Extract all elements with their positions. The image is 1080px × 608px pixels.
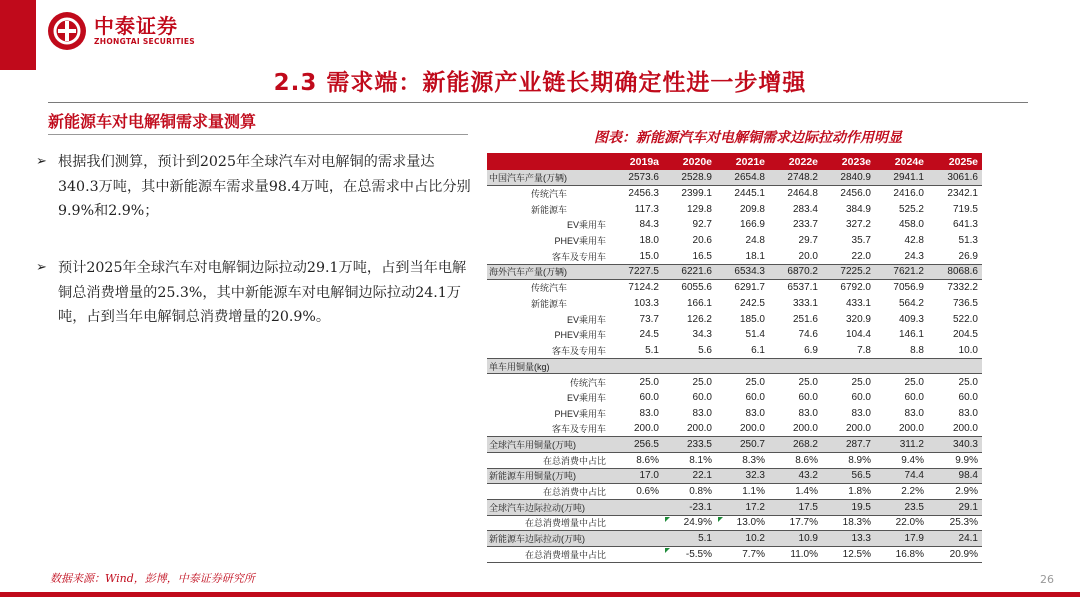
table-cell [663, 358, 716, 374]
table-cell: 56.5 [822, 468, 875, 484]
table-row [487, 311, 982, 327]
table-cell: 5.1 [663, 531, 716, 547]
table-cell: 16.8% [875, 547, 928, 563]
table-cell: 60.0 [639, 391, 659, 403]
table-cell: 311.2 [875, 437, 928, 453]
table-cell: 340.3 [928, 437, 982, 453]
table-cell: 83.0 [904, 407, 924, 419]
table-cell: 29.7 [798, 235, 818, 247]
table-cell: 233.7 [792, 219, 818, 231]
table-row [487, 405, 982, 421]
table-cell: 2654.8 [716, 170, 769, 186]
table-cell: 6221.6 [663, 264, 716, 280]
table-cell [716, 358, 769, 374]
table-cell: 35.7 [851, 235, 871, 247]
row-label: 传统汽车 [531, 189, 568, 200]
table-row [487, 547, 982, 563]
table-cell [610, 515, 663, 531]
table-cell: 7227.5 [610, 264, 663, 280]
row-label: 客车及专用车 [487, 421, 610, 437]
table-cell: 17.9 [875, 531, 928, 547]
table-row [487, 233, 982, 249]
page-number: 26 [1040, 573, 1054, 586]
table-cell: 5.6 [663, 343, 716, 359]
table-cell: 200.0 [716, 421, 769, 437]
brand-name-en: ZHONGTAI SECURITIES [94, 37, 195, 46]
table-cell: 22.1 [663, 468, 716, 484]
table-cell: 522.0 [952, 313, 978, 325]
table-cell: 24.8 [745, 235, 765, 247]
table-row [487, 484, 982, 500]
table-cell: 200.0 [663, 421, 716, 437]
row-label: 新能源车用铜量(万吨) [487, 468, 610, 484]
table-row [487, 468, 982, 484]
table-cell: 25.0 [798, 376, 818, 388]
row-label: 全球汽车边际拉动(万吨) [487, 499, 610, 515]
table-cell: 320.9 [845, 313, 871, 325]
table-cell: 6055.6 [681, 282, 712, 294]
table-cell: 83.0 [745, 407, 765, 419]
table-cell: 2528.9 [663, 170, 716, 186]
table-cell: 126.2 [686, 313, 712, 325]
table-cell: 11.0% [769, 547, 822, 563]
table-cell: 7332.2 [947, 282, 978, 294]
table-cell: 83.0 [958, 407, 978, 419]
row-label: 客车及专用车 [487, 343, 610, 359]
table-cell: 25.0 [904, 376, 924, 388]
table-cell: 6291.7 [734, 282, 765, 294]
table-cell: 3061.6 [928, 170, 982, 186]
table-row [487, 374, 982, 390]
table-cell: 6537.1 [787, 282, 818, 294]
row-label: 新能源车 [531, 204, 568, 215]
table-cell: 42.8 [904, 235, 924, 247]
table-row [487, 170, 982, 186]
table-cell: 74.6 [798, 329, 818, 341]
table-cell: 20.0 [769, 248, 822, 264]
table-cell: 25.0 [639, 376, 659, 388]
table-cell: 117.3 [634, 203, 659, 215]
table-cell: 2840.9 [822, 170, 875, 186]
table-cell: 7.8 [822, 343, 875, 359]
table-cell: 25.0 [851, 376, 871, 388]
table-cell: 83.0 [851, 407, 871, 419]
table-cell: 32.3 [716, 468, 769, 484]
table-cell: 200.0 [610, 421, 663, 437]
row-label: PHEV乘用车 [554, 236, 606, 247]
table-title: 图表：新能源汽车对电解铜需求边际拉动作用明显 [594, 130, 902, 146]
table-cell: 10.9 [769, 531, 822, 547]
bottom-accent-bar [0, 592, 1080, 597]
table-cell: 8.8 [875, 343, 928, 359]
table-cell: 26.9 [928, 248, 982, 264]
table-cell: 384.9 [845, 203, 871, 215]
row-label: 客车及专用车 [487, 248, 610, 264]
table-cell: 2416.0 [893, 188, 924, 200]
table-cell: 18.3% [822, 515, 875, 531]
table-cell: 6870.2 [769, 264, 822, 280]
table-row [487, 201, 982, 217]
table-cell: 564.2 [898, 297, 924, 309]
table-row [487, 452, 982, 468]
table-row [487, 499, 982, 515]
table-cell: 60.0 [851, 391, 871, 403]
table-cell: 433.1 [845, 297, 871, 309]
table-cell: 2573.6 [610, 170, 663, 186]
column-header: 2019a [610, 153, 663, 170]
bullet-text: 预计2025年全球汽车对电解铜边际拉动29.1万吨，占到当年电解铜总消费增量的25.3%，其中新能源车对电解铜边际拉动24.1万吨，占到当年电解铜总消费增量的20.9%。 [58, 260, 467, 325]
table-cell: 242.5 [739, 297, 765, 309]
table-cell: 12.5% [822, 547, 875, 563]
table-cell [610, 358, 663, 374]
column-header: 2023e [822, 153, 875, 170]
table-cell: 51.3 [958, 235, 978, 247]
table-cell: 2456.0 [840, 188, 871, 200]
table-cell: 17.7% [769, 515, 822, 531]
table-cell: 7124.2 [628, 282, 659, 294]
column-header: 2020e [663, 153, 716, 170]
table-cell: 83.0 [692, 407, 712, 419]
row-label: 全球汽车用铜量(万吨) [487, 437, 610, 453]
table-cell: 18.1 [716, 248, 769, 264]
arrow-bullet-icon: ➢ [36, 260, 47, 275]
table-row [487, 421, 982, 437]
column-header: 2025e [928, 153, 982, 170]
row-label: EV乘用车 [566, 220, 606, 231]
table-row [487, 358, 982, 374]
table-cell: 2456.3 [628, 188, 659, 200]
table-cell: 24.5 [639, 329, 659, 341]
table-cell: 268.2 [769, 437, 822, 453]
table-cell: 1.4% [769, 484, 822, 500]
table-cell: 200.0 [875, 421, 928, 437]
table-cell: 327.2 [845, 219, 871, 231]
table-cell: 24.1 [928, 531, 982, 547]
table-cell: 2445.1 [734, 188, 765, 200]
table-cell: 60.0 [958, 391, 978, 403]
logo-mark-icon [48, 12, 86, 50]
table-cell: 19.5 [822, 499, 875, 515]
table-cell: 6.1 [716, 343, 769, 359]
table-cell: 233.5 [663, 437, 716, 453]
table-cell: 25.3% [928, 515, 982, 531]
table-cell [610, 499, 663, 515]
table-cell: 8.6% [769, 452, 822, 468]
left-accent-bar [0, 0, 36, 70]
table-cell: 22.0% [875, 515, 928, 531]
table-cell: 103.3 [633, 297, 659, 309]
table-cell: 51.4 [745, 329, 765, 341]
table-cell: 458.0 [898, 219, 924, 231]
table-cell: 60.0 [692, 391, 712, 403]
table-cell: 83.0 [639, 407, 659, 419]
table-cell: 256.5 [610, 437, 663, 453]
table-cell: 2.9% [928, 484, 982, 500]
table-cell [610, 531, 663, 547]
table-cell: 8.9% [822, 452, 875, 468]
table-cell: 0.8% [663, 484, 716, 500]
table-cell: 200.0 [822, 421, 875, 437]
table-cell: 8.3% [716, 452, 769, 468]
table-cell: 13.3 [822, 531, 875, 547]
table-cell: 60.0 [904, 391, 924, 403]
row-label: 传统汽车 [531, 283, 568, 294]
table-cell: 333.1 [792, 297, 818, 309]
table-cell: 84.3 [639, 219, 659, 231]
table-cell: 29.1 [928, 499, 982, 515]
table-row [487, 390, 982, 406]
column-header [487, 153, 610, 170]
table-cell: -23.1 [663, 499, 716, 515]
table-cell: 185.0 [739, 313, 765, 325]
table-cell: 9.9% [928, 452, 982, 468]
table-cell: -5.5% [663, 547, 716, 563]
row-label: EV乘用车 [566, 314, 606, 325]
source-note: 数据来源：Wind，彭博，中泰证券研究所 [50, 572, 255, 585]
copy-demand-table [487, 153, 982, 563]
row-label: 传统汽车 [569, 377, 606, 388]
table-row [487, 280, 982, 296]
table-cell: 34.3 [692, 329, 712, 341]
table-cell: 23.5 [875, 499, 928, 515]
column-header: 2024e [875, 153, 928, 170]
row-label: 在总消费增量中占比 [487, 515, 610, 531]
table-cell: 9.4% [875, 452, 928, 468]
table-row [487, 515, 982, 531]
table-cell: 7056.9 [893, 282, 924, 294]
bullet-item [36, 150, 472, 224]
table-cell: 17.2 [716, 499, 769, 515]
table-cell: 18.0 [639, 235, 659, 247]
table-cell: 2748.2 [769, 170, 822, 186]
table-cell [875, 358, 928, 374]
brand-name-cn: 中泰证券 [94, 14, 178, 38]
table-cell [928, 358, 982, 374]
table-cell: 20.6 [692, 235, 712, 247]
table-cell: 2464.8 [787, 188, 818, 200]
bullet-text: 根据我们测算，预计到2025年全球汽车对电解铜的需求量达340.3万吨，其中新能源车需求量98.4万吨，在总需求中占比分别9.9%和2.9%； [58, 154, 471, 219]
row-label: PHEV乘用车 [554, 408, 606, 419]
table-cell: 1.8% [822, 484, 875, 500]
section-heading: 新能源车对电解铜需求量测算 [48, 112, 257, 131]
table-cell: 200.0 [769, 421, 822, 437]
table-header-row [487, 153, 982, 170]
table-cell: 22.0 [822, 248, 875, 264]
table-cell: 17.5 [769, 499, 822, 515]
table-cell: 251.6 [792, 313, 818, 325]
table-cell: 6534.3 [716, 264, 769, 280]
table-row [487, 437, 982, 453]
row-label: 海外汽车产量(万辆) [487, 264, 610, 280]
table-cell: 24.3 [875, 248, 928, 264]
table-row [487, 217, 982, 233]
row-label: 单车用铜量(kg) [487, 358, 610, 374]
table-row [487, 343, 982, 359]
table-cell: 2342.1 [947, 188, 978, 200]
table-cell: 7225.2 [822, 264, 875, 280]
table-cell: 7621.2 [875, 264, 928, 280]
table-cell: 92.7 [692, 219, 712, 231]
table-cell: 525.2 [898, 203, 924, 215]
table-cell: 1.1% [716, 484, 769, 500]
table-cell: 25.0 [692, 376, 712, 388]
row-label: EV乘用车 [566, 392, 606, 403]
table-cell: 146.1 [898, 329, 924, 341]
table-cell [822, 358, 875, 374]
row-label: 新能源车边际拉动(万吨) [487, 531, 610, 547]
table-cell: 5.1 [610, 343, 663, 359]
table-row [487, 248, 982, 264]
table-cell: 60.0 [798, 391, 818, 403]
title-divider [48, 102, 1028, 103]
table-cell: 25.0 [958, 376, 978, 388]
table-cell: 250.7 [716, 437, 769, 453]
row-label: 在总消费增量中占比 [487, 547, 610, 563]
table-cell: 16.5 [663, 248, 716, 264]
table-cell: 719.5 [952, 203, 978, 215]
section-divider [48, 134, 468, 135]
arrow-bullet-icon: ➢ [36, 154, 47, 169]
table-cell: 43.2 [769, 468, 822, 484]
column-header: 2021e [716, 153, 769, 170]
row-label: 在总消费中占比 [487, 484, 610, 500]
table-cell: 8068.6 [928, 264, 982, 280]
table-cell: 24.9% [663, 515, 716, 531]
table-cell: 736.5 [952, 297, 978, 309]
table-cell: 98.4 [928, 468, 982, 484]
table-row [487, 531, 982, 547]
table-row [487, 327, 982, 343]
table-cell: 2.2% [875, 484, 928, 500]
table-cell: 10.0 [928, 343, 982, 359]
table-cell: 17.0 [610, 468, 663, 484]
table-cell: 6.9 [769, 343, 822, 359]
table-cell: 73.7 [639, 313, 659, 325]
table-cell: 283.4 [792, 203, 818, 215]
page-title: 2.3 需求端：新能源产业链长期确定性进一步增强 [273, 70, 807, 96]
table-cell: 83.0 [798, 407, 818, 419]
column-header: 2022e [769, 153, 822, 170]
table-cell: 409.3 [898, 313, 924, 325]
table-cell: 8.1% [663, 452, 716, 468]
table-cell: 74.4 [875, 468, 928, 484]
table-row [487, 186, 982, 202]
table-cell: 209.8 [739, 203, 765, 215]
table-cell: 204.5 [952, 329, 978, 341]
table-cell: 60.0 [745, 391, 765, 403]
table-cell: 15.0 [610, 248, 663, 264]
table-cell: 166.1 [686, 297, 712, 309]
row-label: 中国汽车产量(万辆) [487, 170, 610, 186]
row-label: 在总消费中占比 [487, 452, 610, 468]
table-cell: 641.3 [952, 219, 978, 231]
table-cell: 0.6% [610, 484, 663, 500]
brand-logo [48, 12, 195, 50]
table-cell: 13.0% [716, 515, 769, 531]
row-label: PHEV乘用车 [554, 330, 606, 341]
table-cell: 287.7 [822, 437, 875, 453]
table-cell: 2399.1 [681, 188, 712, 200]
table-cell: 6792.0 [840, 282, 871, 294]
table-cell: 25.0 [745, 376, 765, 388]
table-cell: 8.6% [610, 452, 663, 468]
table-row [487, 296, 982, 312]
table-cell: 200.0 [928, 421, 982, 437]
table-cell: 10.2 [716, 531, 769, 547]
table-cell: 104.4 [845, 329, 871, 341]
table-cell: 2941.1 [875, 170, 928, 186]
bullet-item [36, 256, 472, 330]
row-label: 新能源车 [531, 298, 568, 309]
table-cell: 129.8 [686, 203, 712, 215]
table-cell [769, 358, 822, 374]
table-cell: 7.7% [716, 547, 769, 563]
table-cell: 166.9 [739, 219, 765, 231]
table-cell [610, 547, 663, 563]
table-cell: 20.9% [928, 547, 982, 563]
table-row [487, 264, 982, 280]
